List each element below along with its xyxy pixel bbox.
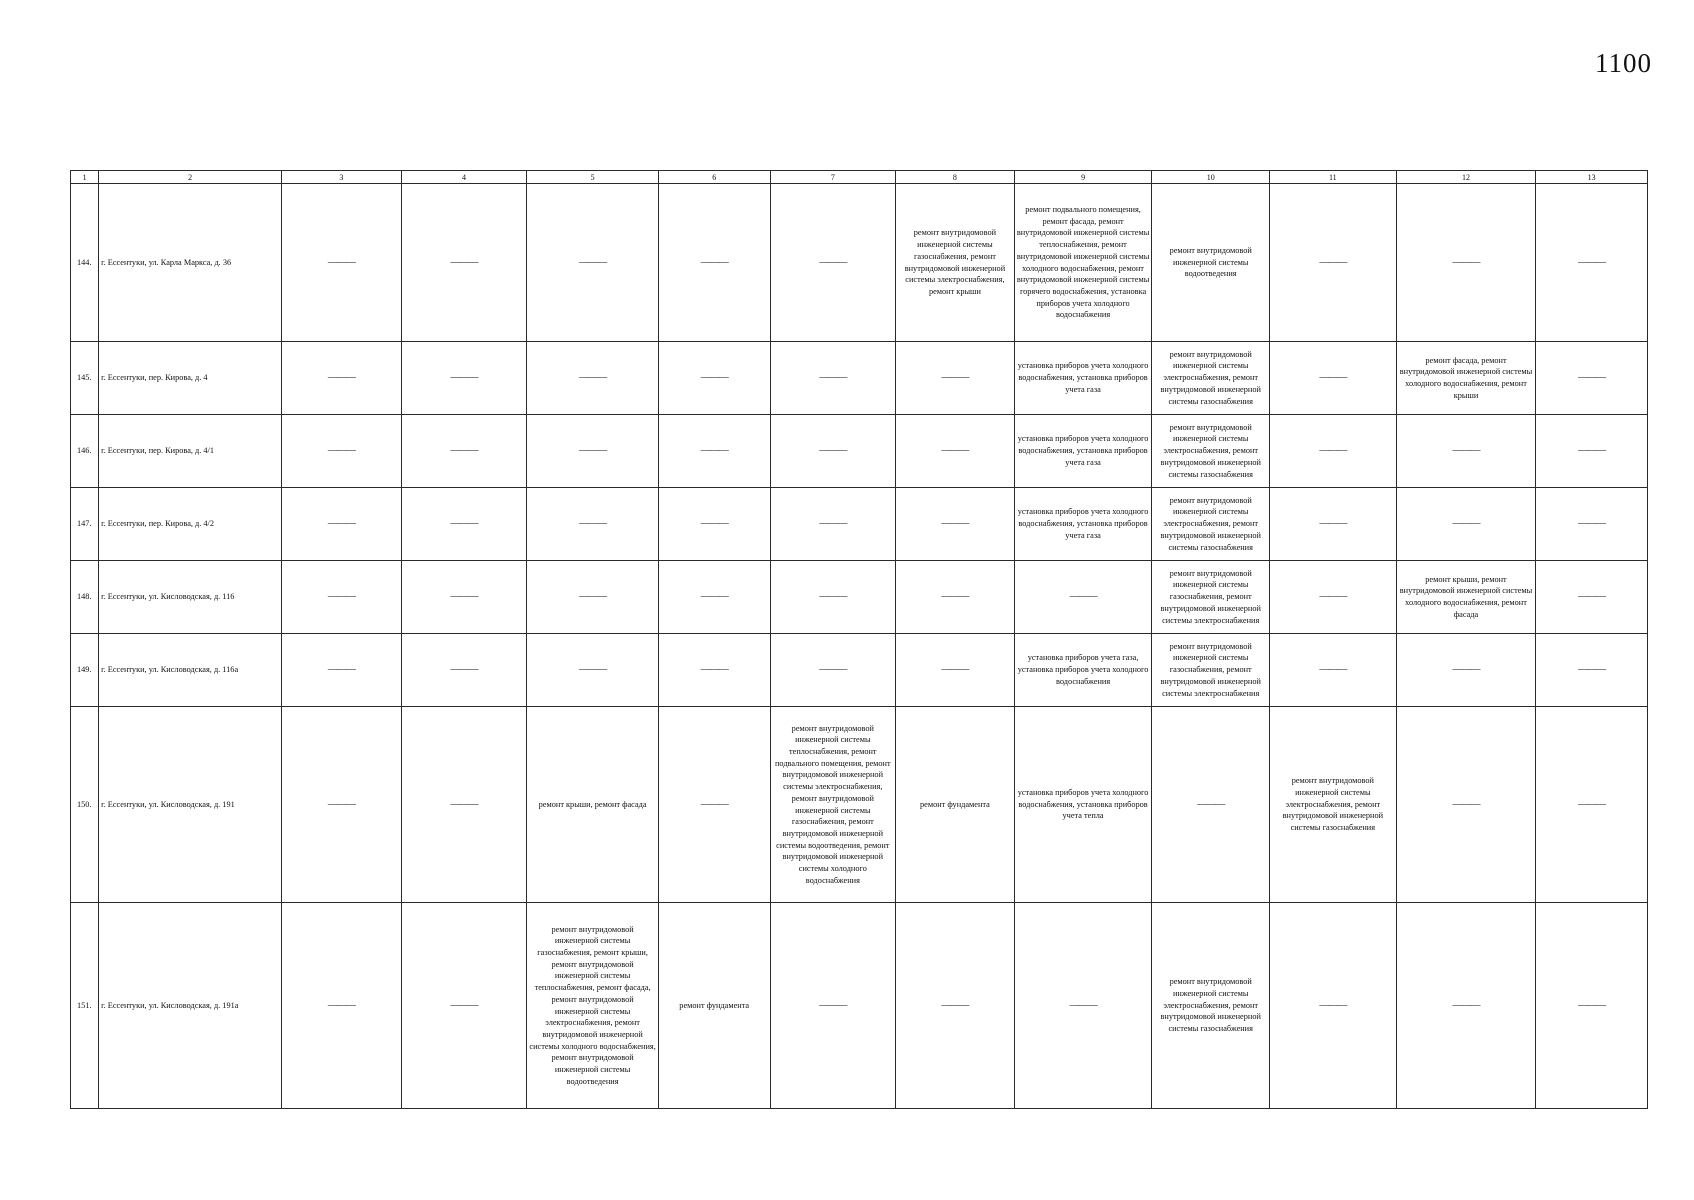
dash-mark: ——— [327, 256, 355, 268]
dash-mark: ——— [819, 591, 847, 603]
empty-cell [282, 634, 402, 707]
work-description-cell: ремонт внутридомовой инженерной системы газоснабжения, ремонт внутридомовой инженерной системы электроснабжения, ремонт крыши [896, 184, 1015, 342]
empty-cell [401, 342, 527, 415]
empty-cell [1536, 707, 1648, 903]
work-description-cell: ремонт внутридомовой инженерной системы водоотведения [1152, 184, 1270, 342]
table-row [71, 342, 1648, 415]
row-number-cell: 147. [71, 488, 99, 561]
empty-cell [1270, 184, 1397, 342]
table-row [71, 415, 1648, 488]
empty-cell [401, 184, 527, 342]
empty-cell [896, 561, 1015, 634]
dash-mark: ——— [1452, 518, 1480, 530]
column-header: 4 [401, 171, 527, 184]
column-header: 13 [1536, 171, 1648, 184]
work-description-cell: ремонт фундамента [896, 707, 1015, 903]
dash-mark: ——— [450, 999, 478, 1011]
dash-mark: ——— [450, 518, 478, 530]
empty-cell [1270, 561, 1397, 634]
address-cell: г. Ессентуки, пер. Кирова, д. 4/2 [99, 488, 282, 561]
empty-cell [1270, 488, 1397, 561]
empty-cell [1396, 903, 1536, 1109]
dash-mark: ——— [579, 518, 607, 530]
dash-mark: ——— [1319, 591, 1347, 603]
row-number-cell: 149. [71, 634, 99, 707]
dash-mark: ——— [1319, 518, 1347, 530]
table-header [71, 171, 1648, 184]
dash-mark: ——— [1452, 664, 1480, 676]
dash-mark: ——— [941, 372, 969, 384]
dash-mark: ——— [1452, 445, 1480, 457]
address-cell: г. Ессентуки, ул. Кисловодская, д. 116а [99, 634, 282, 707]
work-description-cell: установка приборов учета холодного водоснабжения, установка приборов учета газа [1014, 488, 1152, 561]
empty-cell [896, 415, 1015, 488]
dash-mark: ——— [1319, 372, 1347, 384]
empty-cell [527, 561, 659, 634]
work-description-cell: ремонт крыши, ремонт внутридомовой инженерной системы холодного водоснабжения, ремонт фасада [1396, 561, 1536, 634]
dash-mark: ——— [819, 445, 847, 457]
empty-cell [282, 707, 402, 903]
work-description-cell: установка приборов учета холодного водоснабжения, установка приборов учета тепла [1014, 707, 1152, 903]
works-table-container [70, 170, 1648, 1109]
dash-mark: ——— [819, 518, 847, 530]
dash-mark: ——— [700, 591, 728, 603]
work-description-cell: ремонт подвального помещения, ремонт фасада, ремонт внутридомовой инженерной системы теплоснабжения, ремонт внутридомовой инженерной системы холодного водоснабжения, ремонт внутридомовой инженерной системы горячего водоснабжения, установка приборов учета холодного водоснабжения [1014, 184, 1152, 342]
empty-cell [658, 184, 770, 342]
empty-cell [658, 707, 770, 903]
column-header: 2 [99, 171, 282, 184]
dash-mark: ——— [327, 445, 355, 457]
dash-mark: ——— [700, 798, 728, 810]
empty-cell [770, 561, 896, 634]
empty-cell [658, 342, 770, 415]
dash-mark: ——— [450, 798, 478, 810]
empty-cell [527, 184, 659, 342]
dash-mark: ——— [700, 664, 728, 676]
empty-cell [282, 342, 402, 415]
dash-mark: ——— [1069, 591, 1097, 603]
row-number-cell: 144. [71, 184, 99, 342]
dash-mark: ——— [1319, 664, 1347, 676]
empty-cell [1536, 342, 1648, 415]
table-row [71, 903, 1648, 1109]
dash-mark: ——— [1452, 256, 1480, 268]
dash-mark: ——— [1319, 445, 1347, 457]
empty-cell [1270, 415, 1397, 488]
column-header: 8 [896, 171, 1015, 184]
empty-cell [282, 184, 402, 342]
work-description-cell: ремонт внутридомовой инженерной системы электроснабжения, ремонт внутридомовой инженерной системы газоснабжения [1152, 488, 1270, 561]
empty-cell [770, 342, 896, 415]
dash-mark: ——— [1578, 591, 1606, 603]
row-number-cell: 150. [71, 707, 99, 903]
empty-cell [896, 634, 1015, 707]
empty-cell [896, 903, 1015, 1109]
empty-cell [1270, 634, 1397, 707]
dash-mark: ——— [819, 372, 847, 384]
dash-mark: ——— [700, 518, 728, 530]
dash-mark: ——— [579, 664, 607, 676]
dash-mark: ——— [1578, 518, 1606, 530]
dash-mark: ——— [1578, 372, 1606, 384]
address-cell: г. Ессентуки, ул. Кисловодская, д. 191а [99, 903, 282, 1109]
table-row [71, 561, 1648, 634]
work-description-cell: ремонт внутридомовой инженерной системы газоснабжения, ремонт внутридомовой инженерной системы электроснабжения [1152, 561, 1270, 634]
column-header: 1 [71, 171, 99, 184]
empty-cell [1270, 342, 1397, 415]
column-header: 5 [527, 171, 659, 184]
dash-mark: ——— [1452, 798, 1480, 810]
empty-cell [658, 561, 770, 634]
dash-mark: ——— [700, 445, 728, 457]
empty-cell [1536, 184, 1648, 342]
table-row [71, 488, 1648, 561]
dash-mark: ——— [327, 664, 355, 676]
empty-cell [401, 634, 527, 707]
empty-cell [770, 415, 896, 488]
dash-mark: ——— [450, 445, 478, 457]
dash-mark: ——— [1578, 999, 1606, 1011]
empty-cell [1396, 415, 1536, 488]
empty-cell [401, 415, 527, 488]
empty-cell [1396, 184, 1536, 342]
work-description-cell: ремонт внутридомовой инженерной системы газоснабжения, ремонт внутридомовой инженерной системы электроснабжения [1152, 634, 1270, 707]
column-header: 12 [1396, 171, 1536, 184]
dash-mark: ——— [450, 591, 478, 603]
empty-cell [282, 903, 402, 1109]
empty-cell [401, 488, 527, 561]
address-cell: г. Ессентуки, ул. Карла Маркса, д. 36 [99, 184, 282, 342]
table-body [71, 184, 1648, 1109]
address-cell: г. Ессентуки, пер. Кирова, д. 4 [99, 342, 282, 415]
work-description-cell: ремонт крыши, ремонт фасада [527, 707, 659, 903]
address-cell: г. Ессентуки, ул. Кисловодская, д. 191 [99, 707, 282, 903]
column-header: 9 [1014, 171, 1152, 184]
dash-mark: ——— [1578, 664, 1606, 676]
works-table [70, 170, 1648, 1109]
empty-cell [1014, 561, 1152, 634]
empty-cell [658, 415, 770, 488]
address-cell: г. Ессентуки, пер. Кирова, д. 4/1 [99, 415, 282, 488]
empty-cell [770, 488, 896, 561]
empty-cell [1014, 903, 1152, 1109]
dash-mark: ——— [1452, 999, 1480, 1011]
column-header: 11 [1270, 171, 1397, 184]
work-description-cell: ремонт внутридомовой инженерной системы электроснабжения, ремонт внутридомовой инженерной системы газоснабжения [1152, 415, 1270, 488]
empty-cell [282, 488, 402, 561]
column-header: 6 [658, 171, 770, 184]
header-row [71, 171, 1648, 184]
empty-cell [1270, 903, 1397, 1109]
empty-cell [527, 634, 659, 707]
work-description-cell: ремонт внутридомовой инженерной системы газоснабжения, ремонт крыши, ремонт внутридомовой инженерной системы теплоснабжения, ремонт фасада, ремонт внутридомовой инженерной системы электроснабжения, ремонт внутридомовой инженерной системы холодного водоснабжения, ремонт внутридомовой инженерной системы водоотведения [527, 903, 659, 1109]
empty-cell [1152, 707, 1270, 903]
dash-mark: ——— [819, 999, 847, 1011]
dash-mark: ——— [1578, 798, 1606, 810]
work-description-cell: ремонт внутридомовой инженерной системы электроснабжения, ремонт внутридомовой инженерной системы газоснабжения [1152, 342, 1270, 415]
empty-cell [770, 903, 896, 1109]
table-row [71, 707, 1648, 903]
dash-mark: ——— [941, 518, 969, 530]
dash-mark: ——— [819, 664, 847, 676]
dash-mark: ——— [700, 256, 728, 268]
work-description-cell: ремонт фундамента [658, 903, 770, 1109]
dash-mark: ——— [450, 256, 478, 268]
row-number-cell: 148. [71, 561, 99, 634]
empty-cell [658, 634, 770, 707]
empty-cell [770, 634, 896, 707]
row-number-cell: 151. [71, 903, 99, 1109]
dash-mark: ——— [579, 372, 607, 384]
dash-mark: ——— [819, 256, 847, 268]
empty-cell [527, 488, 659, 561]
empty-cell [896, 342, 1015, 415]
work-description-cell: ремонт внутридомовой инженерной системы электроснабжения, ремонт внутридомовой инженерной системы газоснабжения [1270, 707, 1397, 903]
dash-mark: ——— [327, 518, 355, 530]
empty-cell [1396, 488, 1536, 561]
dash-mark: ——— [327, 798, 355, 810]
work-description-cell: установка приборов учета холодного водоснабжения, установка приборов учета газа [1014, 342, 1152, 415]
empty-cell [658, 488, 770, 561]
empty-cell [282, 561, 402, 634]
column-header: 3 [282, 171, 402, 184]
page-number: 1100 [1595, 48, 1652, 78]
empty-cell [401, 707, 527, 903]
empty-cell [1396, 707, 1536, 903]
dash-mark: ——— [327, 591, 355, 603]
dash-mark: ——— [1319, 256, 1347, 268]
empty-cell [896, 488, 1015, 561]
work-description-cell: установка приборов учета газа, установка приборов учета холодного водоснабжения [1014, 634, 1152, 707]
dash-mark: ——— [327, 372, 355, 384]
empty-cell [1536, 634, 1648, 707]
table-row [71, 184, 1648, 342]
empty-cell [401, 903, 527, 1109]
empty-cell [1536, 561, 1648, 634]
dash-mark: ——— [450, 664, 478, 676]
empty-cell [401, 561, 527, 634]
dash-mark: ——— [941, 591, 969, 603]
work-description-cell: ремонт внутридомовой инженерной системы электроснабжения, ремонт внутридомовой инженерной системы газоснабжения [1152, 903, 1270, 1109]
dash-mark: ——— [1319, 999, 1347, 1011]
row-number-cell: 145. [71, 342, 99, 415]
dash-mark: ——— [579, 256, 607, 268]
dash-mark: ——— [1578, 445, 1606, 457]
empty-cell [527, 415, 659, 488]
address-cell: г. Ессентуки, ул. Кисловодская, д. 116 [99, 561, 282, 634]
column-header: 7 [770, 171, 896, 184]
table-row [71, 634, 1648, 707]
dash-mark: ——— [579, 591, 607, 603]
empty-cell [1536, 903, 1648, 1109]
dash-mark: ——— [941, 664, 969, 676]
dash-mark: ——— [1197, 798, 1225, 810]
dash-mark: ——— [579, 445, 607, 457]
row-number-cell: 146. [71, 415, 99, 488]
work-description-cell: установка приборов учета холодного водоснабжения, установка приборов учета газа [1014, 415, 1152, 488]
dash-mark: ——— [941, 445, 969, 457]
empty-cell [1536, 488, 1648, 561]
empty-cell [770, 184, 896, 342]
empty-cell [282, 415, 402, 488]
empty-cell [527, 342, 659, 415]
empty-cell [1536, 415, 1648, 488]
dash-mark: ——— [1578, 256, 1606, 268]
dash-mark: ——— [327, 999, 355, 1011]
column-header: 10 [1152, 171, 1270, 184]
empty-cell [1396, 634, 1536, 707]
dash-mark: ——— [1069, 999, 1097, 1011]
dash-mark: ——— [450, 372, 478, 384]
dash-mark: ——— [941, 999, 969, 1011]
work-description-cell: ремонт внутридомовой инженерной системы теплоснабжения, ремонт подвального помещения, ремонт внутридомовой инженерной системы электроснабжения, ремонт внутридомовой инженерной системы газоснабжения, ремонт внутридомовой инженерной системы водоотведения, ремонт внутридомовой инженерной системы холодного водоснабжения [770, 707, 896, 903]
dash-mark: ——— [700, 372, 728, 384]
work-description-cell: ремонт фасада, ремонт внутридомовой инженерной системы холодного водоснабжения, ремонт крыши [1396, 342, 1536, 415]
